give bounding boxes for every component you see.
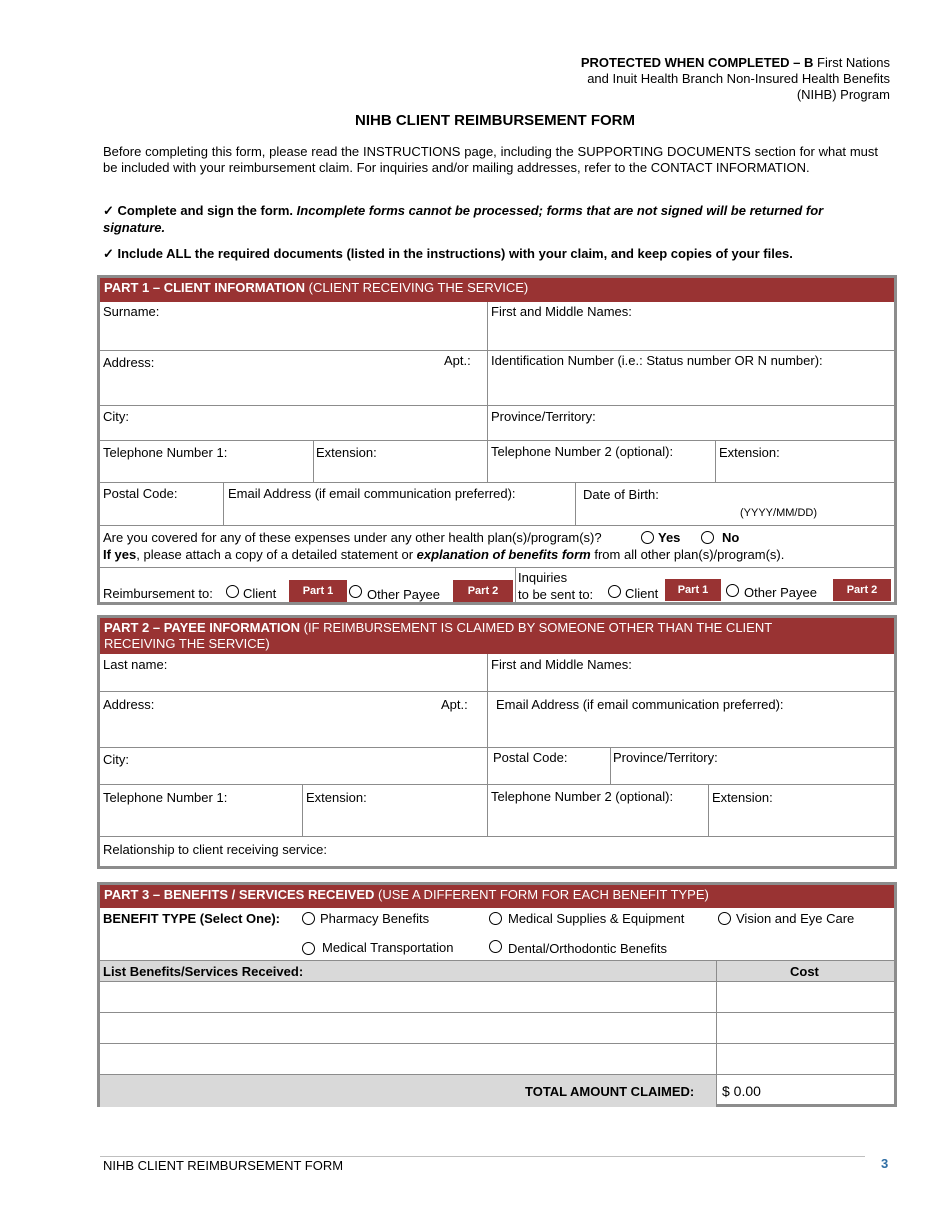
part1-tag: Part 1 bbox=[289, 580, 347, 602]
total-amount-label: TOTAL AMOUNT CLAIMED: bbox=[525, 1084, 695, 1099]
page-number: 3 bbox=[881, 1156, 889, 1171]
part1-tag-inquiries: Part 1 bbox=[665, 579, 721, 601]
list-benefits-header: List Benefits/Services Received: bbox=[103, 964, 304, 979]
pharmacy-radio[interactable] bbox=[302, 912, 315, 925]
pharmacy-label: Pharmacy Benefits bbox=[320, 911, 430, 926]
part2-subtitle-2: RECEIVING THE SERVICE) bbox=[104, 636, 270, 651]
cost-row-3-input[interactable] bbox=[719, 1046, 893, 1072]
part2-tag: Part 2 bbox=[453, 580, 513, 602]
note-documents bbox=[103, 245, 878, 262]
payee-email-field[interactable]: Email Address (if email communication preferred): bbox=[496, 697, 784, 712]
part3-title: PART 3 – BENEFITS / SERVICES RECEIVED bbox=[104, 887, 375, 902]
covered-question: Are you covered for any of these expenses under any other health plan(s)/program(s)? bbox=[103, 530, 602, 545]
covered-no-radio[interactable] bbox=[701, 531, 714, 544]
inquiries-other-payee-radio[interactable] bbox=[726, 584, 739, 597]
dental-radio[interactable] bbox=[489, 940, 502, 953]
date-of-birth-field[interactable]: Date of Birth: bbox=[583, 487, 659, 502]
telephone1-field[interactable]: Telephone Number 1: bbox=[103, 445, 228, 460]
medical-supplies-label: Medical Supplies & Equipment bbox=[508, 911, 685, 926]
payee-city-field[interactable]: City: bbox=[103, 752, 129, 767]
payee-telephone1-field[interactable]: Telephone Number 1: bbox=[103, 790, 228, 805]
benefit-row-1-input[interactable] bbox=[103, 984, 713, 1010]
explanation-benefits-form: explanation of benefits form bbox=[416, 547, 591, 562]
payee-address-field[interactable]: Address: bbox=[103, 697, 155, 712]
reimb-client-label: Client bbox=[243, 586, 277, 601]
reimb-other-payee-radio[interactable] bbox=[349, 585, 362, 598]
payee-last-name-field[interactable]: Last name: bbox=[103, 657, 168, 672]
payee-province-field[interactable]: Province/Territory: bbox=[613, 750, 718, 765]
inquiries-client-radio[interactable] bbox=[608, 585, 621, 598]
covered-yes-radio[interactable] bbox=[641, 531, 654, 544]
intro-paragraph: Before completing this form, please read the INSTRUCTIONS page, including the SUPPORTING DOCUMENTS section for what must be included with your reimbursement claim. For inquiries and/or mailing addresses, refer to the CONTACT INFORMATION. bbox=[103, 144, 878, 175]
part2-subtitle-1: (IF REIMBURSEMENT IS CLAIMED BY SOMEONE OTHER THAN THE CLIENT bbox=[300, 620, 773, 635]
part2-tag-inquiries: Part 2 bbox=[833, 579, 891, 601]
footer-title: NIHB CLIENT REIMBURSEMENT FORM bbox=[103, 1158, 344, 1173]
part1-section bbox=[97, 275, 897, 605]
cost-header: Cost bbox=[790, 964, 819, 979]
benefit-row-3-input[interactable] bbox=[103, 1046, 713, 1072]
relationship-field[interactable]: Relationship to client receiving service: bbox=[103, 842, 327, 857]
if-yes-mid: , please attach a copy of a detailed statement or bbox=[136, 547, 417, 562]
apt-field[interactable]: Apt.: bbox=[444, 353, 471, 368]
form-title: NIHB CLIENT REIMBURSEMENT FORM bbox=[355, 112, 635, 129]
if-yes-bold: If yes bbox=[103, 547, 137, 562]
extension2-field[interactable]: Extension: bbox=[719, 445, 780, 460]
part2-title: PART 2 – PAYEE INFORMATION bbox=[104, 620, 300, 635]
part1-title: PART 1 – CLIENT INFORMATION bbox=[104, 280, 306, 295]
inquiries-other-payee-label: Other Payee bbox=[744, 585, 817, 600]
protected-header bbox=[570, 55, 890, 103]
cost-row-2-input[interactable] bbox=[719, 1015, 893, 1041]
address-field[interactable]: Address: bbox=[103, 355, 155, 370]
dental-label: Dental/Orthodontic Benefits bbox=[508, 941, 667, 956]
total-amount-value[interactable]: $ 0.00 bbox=[722, 1083, 761, 1099]
inquiries-label: Inquiries bbox=[518, 570, 568, 585]
cost-row-1-input[interactable] bbox=[719, 984, 893, 1010]
vision-label: Vision and Eye Care bbox=[736, 911, 855, 926]
covered-no-label: No bbox=[722, 530, 740, 545]
part1-subtitle: (CLIENT RECEIVING THE SERVICE) bbox=[305, 280, 529, 295]
benefit-row-2-input[interactable] bbox=[103, 1015, 713, 1041]
part3-subtitle: (USE A DIFFERENT FORM FOR EACH BENEFIT TYPE) bbox=[374, 887, 709, 902]
payee-extension1-field[interactable]: Extension: bbox=[306, 790, 367, 805]
reimb-other-payee-label: Other Payee bbox=[367, 587, 440, 602]
inquiries-sent-to-label: to be sent to: bbox=[518, 587, 594, 602]
province-field[interactable]: Province/Territory: bbox=[491, 409, 596, 424]
telephone2-field[interactable]: Telephone Number 2 (optional): bbox=[491, 444, 674, 459]
city-field[interactable]: City: bbox=[103, 409, 129, 424]
payee-postal-code-field[interactable]: Postal Code: bbox=[493, 750, 568, 765]
part2-section bbox=[97, 615, 897, 869]
id-number-field[interactable]: Identification Number (i.e.: Status number OR N number): bbox=[491, 353, 823, 368]
vision-radio[interactable] bbox=[718, 912, 731, 925]
payee-first-names-field[interactable]: First and Middle Names: bbox=[491, 657, 632, 672]
reimbursement-to-label: Reimbursement to: bbox=[103, 586, 213, 601]
dob-format-hint: (YYYY/MM/DD) bbox=[740, 507, 817, 519]
part3-section bbox=[97, 882, 897, 1107]
inquiries-client-label: Client bbox=[625, 586, 659, 601]
extension1-field[interactable]: Extension: bbox=[316, 445, 377, 460]
part1-title-bar bbox=[100, 278, 894, 302]
surname-field[interactable]: Surname: bbox=[103, 304, 160, 319]
note-complete-sign bbox=[103, 202, 878, 236]
reimb-client-radio[interactable] bbox=[226, 585, 239, 598]
email-field[interactable]: Email Address (if email communication preferred): bbox=[228, 486, 516, 501]
payee-apt-field[interactable]: Apt.: bbox=[441, 697, 468, 712]
medical-transportation-radio[interactable] bbox=[302, 942, 315, 955]
benefit-type-label: BENEFIT TYPE (Select One): bbox=[103, 911, 280, 926]
payee-telephone2-field[interactable]: Telephone Number 2 (optional): bbox=[491, 789, 674, 804]
first-names-field[interactable]: First and Middle Names: bbox=[491, 304, 632, 319]
medical-transportation-label: Medical Transportation bbox=[322, 940, 454, 955]
payee-extension2-field[interactable]: Extension: bbox=[712, 790, 773, 805]
footer-rule bbox=[100, 1156, 865, 1157]
part2-title-bar bbox=[100, 618, 894, 654]
if-yes-end: from all other plan(s)/program(s). bbox=[590, 547, 785, 562]
medical-supplies-radio[interactable] bbox=[489, 912, 502, 925]
protected-label: PROTECTED WHEN COMPLETED – B bbox=[580, 55, 814, 70]
part3-title-bar bbox=[100, 885, 894, 908]
covered-yes-label: Yes bbox=[658, 530, 681, 545]
if-yes-instruction bbox=[103, 547, 784, 562]
note1-italic: Incomplete forms cannot be processed; forms that are not signed will be returned for signature. bbox=[103, 203, 824, 235]
postal-code-field[interactable]: Postal Code: bbox=[103, 486, 178, 501]
note1-bold: ✓ Complete and sign the form. bbox=[103, 203, 294, 218]
note2-bold: ✓ Include ALL the required documents (listed in the instructions) with your claim, and keep copies of your files. bbox=[103, 246, 793, 261]
program-name: First Nations and Inuit Health Branch Non-Insured Health Benefits (NIHB) Program bbox=[587, 55, 890, 102]
